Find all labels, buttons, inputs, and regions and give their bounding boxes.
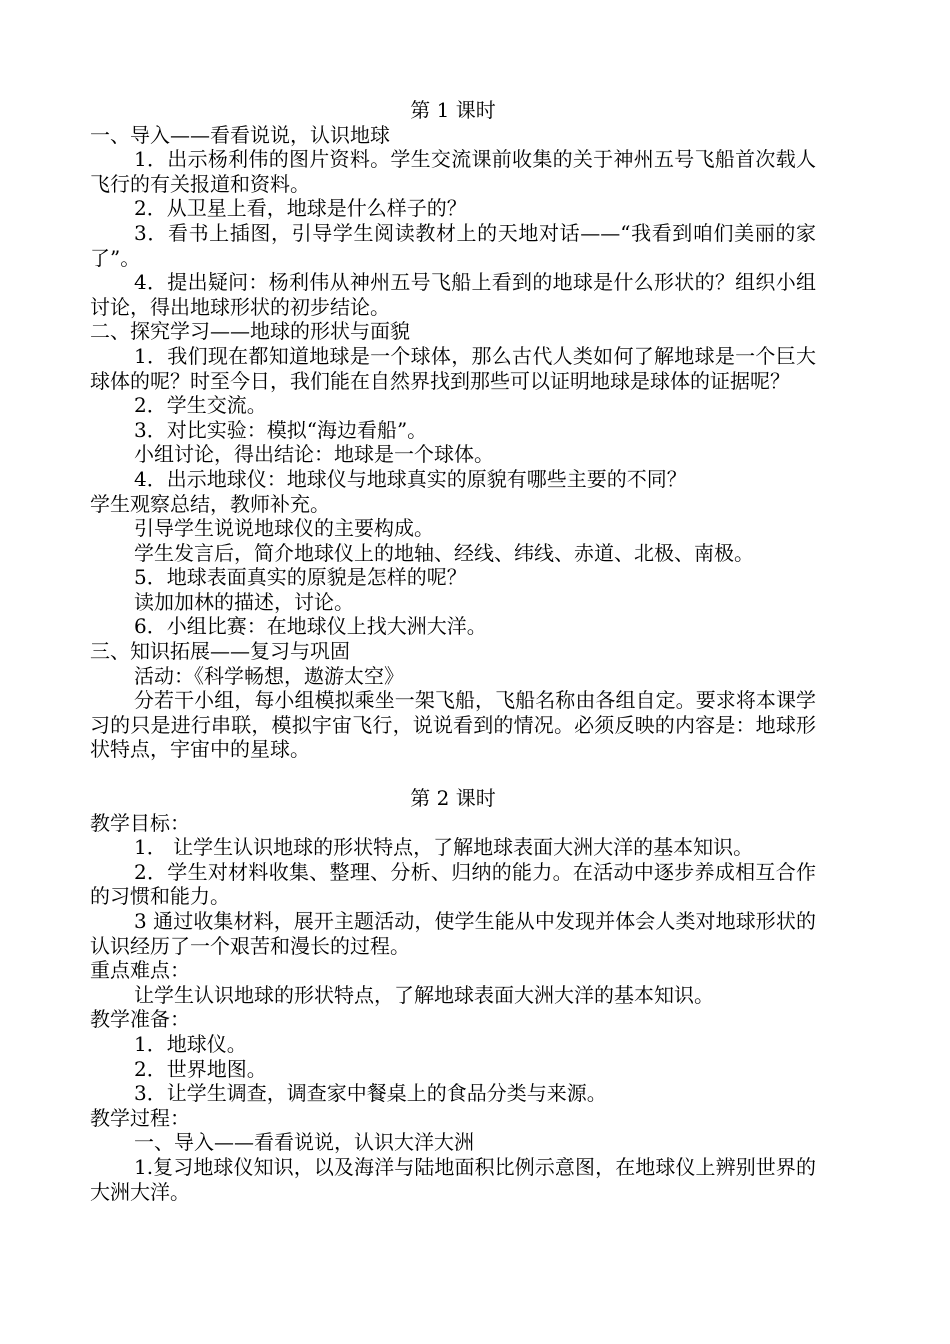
- document-page: [90, 98, 816, 1204]
- lesson1-title: 第 1 课时: [410, 98, 496, 122]
- paragraph: 引导学生说说地球仪的主要构成。: [134, 516, 434, 541]
- lesson1-section2-heading: 二、探究学习——地球的形状与面貌: [90, 319, 410, 344]
- paragraph: 2．世界地图。: [134, 1056, 267, 1081]
- paragraph: 1．地球仪。: [134, 1031, 247, 1056]
- paragraph: 学生发言后，简介地球仪上的地轴、经线、纬线、赤道、北极、南极。: [134, 540, 754, 565]
- paragraph: 1．我们现在都知道地球是一个球体，那么古代人类如何了解地球是一个巨大球体的呢？时至今日，我们能在自然界找到那些可以证明地球是球体的证据呢？: [90, 343, 816, 393]
- preparation-heading: 教学准备：: [90, 1007, 190, 1032]
- paragraph: 4．提出疑问：杨利伟从神州五号飞船上看到的地球是什么形状的？组织小组讨论，得出地球形状的初步结论。: [90, 270, 816, 319]
- paragraph: 3．对比实验：模拟“海边看船”。: [134, 417, 428, 442]
- paragraph: 读加加林的描述，讨论。: [134, 589, 354, 614]
- paragraph: 小组讨论，得出结论：地球是一个球体。: [134, 442, 494, 467]
- process-heading: 教学过程：: [90, 1105, 190, 1130]
- paragraph: 2．学生对材料收集、整理、分析、归纳的能力。在活动中逐步养成相互合作的习惯和能力。: [90, 859, 816, 909]
- goals-heading: 教学目标：: [90, 810, 190, 835]
- paragraph: 1．出示杨利伟的图片资料。学生交流课前收集的关于神州五号飞船首次载人飞行的有关报道和资料。: [90, 147, 816, 196]
- paragraph: 3 通过收集材料，展开主题活动，使学生能从中发现并体会人类对地球形状的认识经历了一个艰苦和漫长的过程。: [90, 909, 816, 958]
- paragraph: 6．小组比赛：在地球仪上找大洲大洋。: [134, 614, 487, 639]
- paragraph: 分若干小组，每小组模拟乘坐一架飞船，飞船名称由各组自定。要求将本课学习的只是进行串联，模拟宇宙飞行，说说看到的情况。必须反映的内容是：地球形状特点，宇宙中的星球。: [90, 688, 816, 762]
- lesson2-title: 第 2 课时: [410, 786, 496, 811]
- lesson1-section3-heading: 三、知识拓展——复习与巩固: [90, 639, 350, 664]
- paragraph: 1． 让学生认识地球的形状特点，了解地球表面大洲大洋的基本知识。: [134, 835, 754, 860]
- key-points-heading: 重点难点：: [90, 958, 190, 983]
- paragraph: 学生观察总结，教师补充。: [90, 491, 330, 516]
- paragraph: 1.复习地球仪知识，以及海洋与陆地面积比例示意图，在地球仪上辨别世界的大洲大洋。: [90, 1154, 816, 1204]
- paragraph: 5．地球表面真实的原貌是怎样的呢？: [134, 565, 467, 590]
- section-spacer: [90, 762, 816, 786]
- lesson1-section1-heading: 一、导入——看看说说，认识地球: [90, 122, 390, 147]
- paragraph: 4．出示地球仪：地球仪与地球真实的原貌有哪些主要的不同？: [134, 466, 687, 491]
- paragraph: 活动：《科学畅想，遨游太空》: [134, 663, 404, 688]
- paragraph: 一、导入——看看说说，认识大洋大洲: [134, 1130, 474, 1155]
- paragraph: 3．看书上插图，引导学生阅读教材上的天地对话——“我看到咱们美丽的家了”。: [90, 220, 816, 270]
- paragraph: 让学生认识地球的形状特点，了解地球表面大洲大洋的基本知识。: [134, 982, 714, 1007]
- paragraph: 2．从卫星上看，地球是什么样子的？: [134, 196, 467, 221]
- paragraph: 2．学生交流。: [134, 393, 267, 418]
- paragraph: 3．让学生调查，调查家中餐桌上的食品分类与来源。: [134, 1081, 607, 1106]
